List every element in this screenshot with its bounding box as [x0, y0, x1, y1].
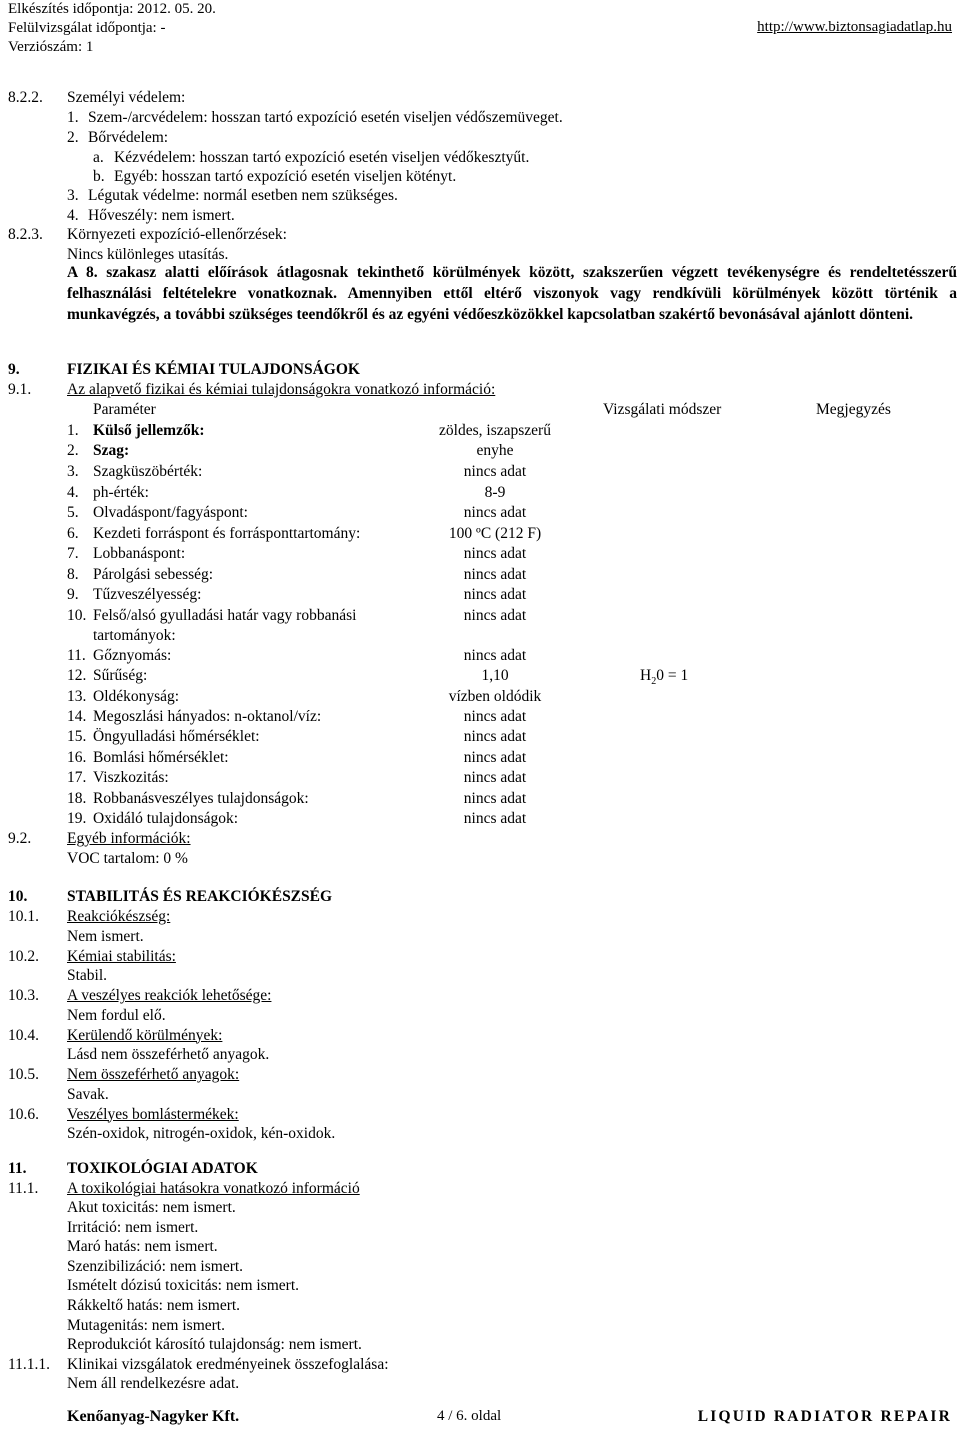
row-number: 9.	[67, 586, 79, 603]
row-value: nincs adat	[463, 769, 527, 786]
section-text: Lásd nem összeférhető anyagok.	[67, 1046, 270, 1063]
row-label: ph-érték:	[93, 484, 149, 501]
row-number: 15.	[67, 728, 87, 745]
row-value: nincs adat	[463, 728, 527, 745]
subsection-title: Egyéb információk:	[67, 830, 191, 847]
column-header-method: Vizsgálati módszer	[603, 401, 722, 418]
section-number: 8.2.2.	[8, 89, 43, 106]
revision-date: Felülvizsgálat időpontja: -	[8, 20, 166, 36]
list-number: 2.	[67, 129, 79, 146]
row-label: Gőznyomás:	[93, 647, 172, 664]
list-item: Reprodukciót károsító tulajdonság: nem ismert.	[67, 1336, 362, 1354]
table-row	[0, 768, 960, 788]
table-row	[0, 748, 960, 768]
section-heading: STABILITÁS ÉS REAKCIÓKÉSZSÉG	[67, 888, 333, 905]
version-number: Verziószám: 1	[8, 39, 94, 55]
row-number: 13.	[67, 688, 87, 705]
list-item: Mutagenitás: nem ismert.	[67, 1316, 225, 1334]
section-number: 11.1.1.	[8, 1356, 51, 1373]
row-number: 5.	[67, 504, 79, 521]
row-number: 17.	[67, 769, 87, 786]
section-text: Szén-oxidok, nitrogén-oxidok, kén-oxidok.	[67, 1125, 336, 1142]
subsection-title: Kerülendő körülmények:	[67, 1026, 223, 1044]
row-number: 2.	[67, 442, 79, 459]
list-item: Ismételt dózisú toxicitás: nem ismert.	[67, 1277, 300, 1295]
section-number: 10.	[8, 888, 28, 905]
list-item: Irritáció: nem ismert.	[67, 1218, 199, 1236]
section-heading: FIZIKAI ÉS KÉMIAI TULAJDONSÁGOK	[67, 361, 360, 378]
row-label: Tűzveszélyesség:	[93, 586, 202, 603]
row-value: nincs adat	[463, 790, 527, 807]
section-8-note: A 8. szakasz alatti előírások átlagosnak tekinthető körülmények között, szakszerűen végzett tevékenységre és rendeltetésszerű felhasználási feltételekre vonatkoznak. Amennyiben ettől eltérő viszonyok vagy rendkívüli körülmények között történik a munkavégzés, a további szükséges teendőkről és az egyéni védőeszközökkel kapcsolatban szakértő bevonásával ajánlott dönteni.	[67, 264, 957, 323]
list-item: Maró hatás: nem ismert.	[67, 1238, 218, 1256]
page-header	[0, 0, 960, 58]
row-value: nincs adat	[463, 708, 527, 725]
table-row	[0, 809, 960, 829]
row-value: nincs adat	[463, 545, 527, 562]
section-number: 11.	[8, 1160, 27, 1177]
row-number: 3.	[67, 463, 79, 480]
list-item: Akut toxicitás: nem ismert.	[67, 1199, 236, 1216]
column-header-parameter: Paraméter	[93, 401, 156, 418]
list-item: Kézvédelem: hosszan tartó expozíció esetén viseljen védőkesztyűt.	[114, 149, 530, 166]
section-title: Személyi védelem:	[67, 89, 186, 106]
row-value: nincs adat	[463, 749, 527, 766]
row-value: 1,10	[481, 667, 509, 684]
list-number: b.	[93, 168, 105, 185]
table-row	[0, 483, 960, 503]
table-row	[0, 626, 960, 646]
row-number: 14.	[67, 708, 87, 725]
row-number: 6.	[67, 525, 79, 542]
row-number: 16.	[67, 749, 87, 766]
row-label: Párolgási sebesség:	[93, 566, 214, 583]
table-row	[0, 646, 960, 666]
section-number: 10.1.	[8, 908, 39, 925]
table-row	[0, 707, 960, 727]
row-number: 18.	[67, 790, 87, 807]
section-text: Stabil.	[67, 967, 108, 984]
table-row	[0, 544, 960, 564]
section-text: Savak.	[67, 1085, 109, 1103]
footer-product-name: LIQUID RADIATOR REPAIR	[697, 1408, 952, 1425]
row-label: Bomlási hőmérséklet:	[93, 749, 229, 766]
column-header-note: Megjegyzés	[816, 401, 891, 418]
list-item: Szem-/arcvédelem: hosszan tartó expozíció esetén viseljen védőszemüveget.	[88, 109, 563, 126]
section-text: Nem ismert.	[67, 927, 144, 945]
subsection-title: Az alapvető fizikai és kémiai tulajdonságokra vonatkozó információ:	[67, 381, 496, 398]
row-label: Robbanásveszélyes tulajdonságok:	[93, 790, 309, 807]
row-value: nincs adat	[463, 810, 527, 827]
section-title: Környezeti expozíció-ellenőrzések:	[67, 226, 287, 243]
subsection-title: Kémiai stabilitás:	[67, 947, 176, 965]
section-text: Nincs különleges utasítás.	[67, 246, 229, 263]
row-label: tartományok:	[93, 627, 176, 644]
subsection-title: Veszélyes bomlástermékek:	[67, 1105, 239, 1123]
list-item: Egyéb: hosszan tartó expozíció esetén viseljen kötényt.	[114, 168, 457, 185]
table-row	[0, 687, 960, 707]
section-text: VOC tartalom: 0 %	[67, 850, 188, 867]
row-label: Olvadáspont/fagyáspont:	[93, 504, 248, 521]
section-number: 10.2.	[8, 947, 39, 965]
row-label: Lobbanáspont:	[93, 545, 186, 562]
table-row	[0, 421, 960, 441]
row-value: enyhe	[476, 442, 514, 459]
subsection-title: Reakciókészség:	[67, 908, 171, 925]
row-label: Szag:	[93, 442, 130, 459]
subsection-title: Klinikai vizsgálatok eredményeinek összefoglalása:	[67, 1356, 389, 1373]
row-value: nincs adat	[463, 607, 527, 624]
section-number: 9.2.	[8, 830, 32, 847]
row-value: 8-9	[484, 484, 506, 501]
subsection-title: A toxikológiai hatásokra vonatkozó információ	[67, 1180, 360, 1197]
section-number: 10.3.	[8, 987, 39, 1004]
row-number: 4.	[67, 484, 79, 501]
table-row	[0, 727, 960, 747]
row-value: nincs adat	[463, 566, 527, 583]
row-label: Oldékonyság:	[93, 688, 180, 705]
row-label: Kezdeti forráspont és forrásponttartomány:	[93, 525, 361, 542]
section-text: Nem fordul elő.	[67, 1006, 166, 1024]
section-number: 11.1.	[8, 1180, 39, 1197]
creation-date: Elkészítés időpontja: 2012. 05. 20.	[8, 1, 216, 17]
footer-company: Kenőanyag-Nagyker Kft.	[67, 1408, 240, 1425]
table-row	[0, 606, 960, 626]
section-number: 10.6.	[8, 1105, 39, 1123]
row-value: 100 ºC (212 F)	[448, 525, 542, 542]
table-row	[0, 503, 960, 523]
list-number: a.	[93, 149, 104, 166]
row-number: 7.	[67, 545, 79, 562]
list-number: 1.	[67, 109, 79, 126]
row-label: Viszkozitás:	[93, 769, 169, 786]
list-item: Bőrvédelem:	[88, 129, 169, 146]
row-label: Szagküszöbérték:	[93, 463, 203, 480]
table-row	[0, 666, 960, 686]
row-label: Megoszlási hányados: n-oktanol/víz:	[93, 708, 322, 725]
row-value: nincs adat	[463, 504, 527, 521]
density-note: $H_20 = 1$	[640, 667, 689, 688]
row-value: nincs adat	[463, 463, 527, 480]
subsection-title: A veszélyes reakciók lehetősége:	[67, 987, 272, 1004]
footer-page-number: 4 / 6. oldal	[437, 1408, 502, 1424]
table-row	[0, 789, 960, 809]
row-label: Sűrűség:	[93, 667, 148, 684]
section-heading: TOXIKOLÓGIAI ADATOK	[67, 1160, 258, 1177]
row-label: Oxidáló tulajdonságok:	[93, 810, 239, 827]
row-value: nincs adat	[463, 647, 527, 664]
section-number: 9.1.	[8, 381, 32, 398]
table-row	[0, 524, 960, 544]
row-number: 10.	[67, 607, 87, 624]
list-number: 3.	[67, 187, 79, 204]
row-number: 1.	[67, 422, 79, 439]
row-number: 8.	[67, 566, 79, 583]
row-label: Öngyulladási hőmérséklet:	[93, 728, 260, 745]
list-item: Szenzibilizáció: nem ismert.	[67, 1257, 244, 1275]
list-item: Hőveszély: nem ismert.	[88, 207, 235, 224]
row-value: zöldes, iszapszerű	[439, 422, 551, 439]
list-item: Légutak védelme: normál esetben nem szükséges.	[88, 187, 398, 204]
list-item: Rákkeltő hatás: nem ismert.	[67, 1297, 241, 1314]
row-number: 12.	[67, 667, 87, 684]
row-value: nincs adat	[463, 586, 527, 603]
section-number: 10.5.	[8, 1066, 39, 1083]
row-value: vízben oldódik	[448, 688, 542, 705]
list-number: 4.	[67, 207, 79, 224]
section-text: Nem áll rendelkezésre adat.	[67, 1375, 240, 1392]
row-label: Külső jellemzők:	[93, 422, 205, 439]
table-row	[0, 462, 960, 482]
table-row	[0, 565, 960, 585]
section-number: 9.	[8, 361, 20, 378]
subsection-title: Nem összeférhető anyagok:	[67, 1066, 240, 1083]
website-link[interactable]: http://www.biztonsagiadatlap.hu	[757, 19, 952, 35]
section-number: 10.4.	[8, 1026, 39, 1044]
table-row	[0, 441, 960, 461]
table-row	[0, 585, 960, 605]
row-number: 11.	[67, 647, 86, 664]
row-number: 19.	[67, 810, 87, 827]
section-number: 8.2.3.	[8, 226, 43, 243]
row-label: Felső/alsó gyulladási határ vagy robbanási	[93, 607, 357, 624]
